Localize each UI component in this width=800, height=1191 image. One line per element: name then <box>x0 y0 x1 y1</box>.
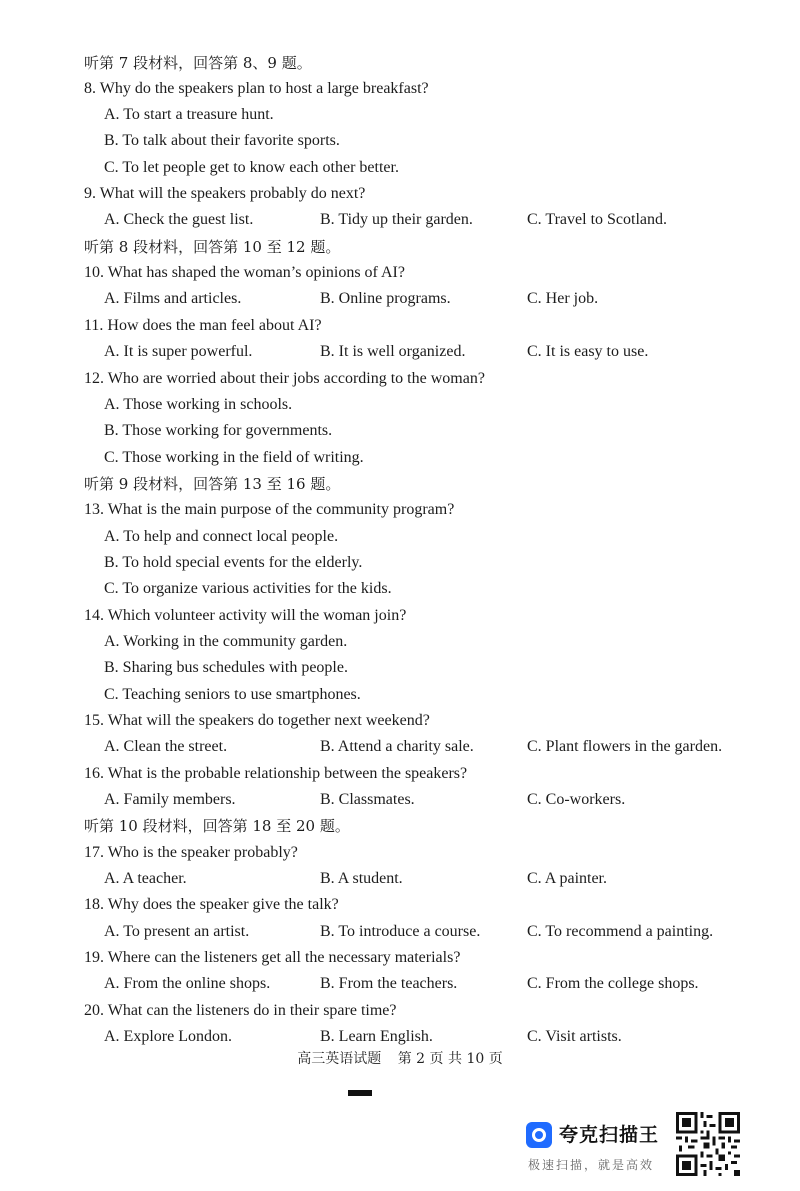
q14-option-a: A. Working in the community garden. <box>104 633 348 650</box>
q8-option-a: A. To start a treasure hunt. <box>104 106 274 123</box>
question-18: 18. Why does the speaker give the talk? <box>84 896 339 913</box>
qr-code-icon <box>676 1112 740 1176</box>
question-9: 9. What will the speakers probably do next? <box>84 185 366 202</box>
question-16: 16. What is the probable relationship between the speakers? <box>84 765 468 782</box>
q8-option-c: C. To let people get to know each other better. <box>104 159 399 176</box>
q12-option-c: C. Those working in the field of writing. <box>104 449 364 466</box>
section-heading-7: 听第 7 段材料，回答第 8、9 题。 <box>84 54 312 72</box>
q15-option-b: B. Attend a charity sale. <box>320 738 474 755</box>
question-8: 8. Why do the speakers plan to host a large breakfast? <box>84 80 429 97</box>
q17-option-c: C. A painter. <box>527 870 607 887</box>
q18-option-b: B. To introduce a course. <box>320 923 481 940</box>
page-footer <box>0 1049 800 1069</box>
q11-option-b: B. It is well organized. <box>320 343 466 360</box>
question-12: 12. Who are worried about their jobs according to the woman? <box>84 370 485 387</box>
q10-option-b: B. Online programs. <box>320 290 451 307</box>
q20-option-b: B. Learn English. <box>320 1028 433 1045</box>
section-heading-8: 听第 8 段材料，回答第 10 至 12 题。 <box>84 238 341 256</box>
quark-logo-icon <box>526 1122 552 1148</box>
q12-option-b: B. Those working for governments. <box>104 422 333 439</box>
q15-option-c: C. Plant flowers in the garden. <box>527 738 723 755</box>
footer-title: 高三英语试题 <box>297 1051 382 1067</box>
q16-option-b: B. Classmates. <box>320 791 415 808</box>
section-heading-9: 听第 9 段材料，回答第 13 至 16 题。 <box>84 475 341 493</box>
watermark-slogan: 极速扫描，就是高效 <box>528 1158 655 1172</box>
scanner-watermark <box>526 1119 666 1179</box>
q19-option-a: A. From the online shops. <box>104 975 271 992</box>
q14-option-b: B. Sharing bus schedules with people. <box>104 659 348 676</box>
q19-option-b: B. From the teachers. <box>320 975 458 992</box>
watermark-brand-name: 夸克扫描王 <box>559 1124 660 1146</box>
footer-page-number: 第 2 页 共 10 页 <box>397 1051 503 1067</box>
q11-option-a: A. It is super powerful. <box>104 343 253 360</box>
q10-option-a: A. Films and articles. <box>104 290 242 307</box>
q9-option-a: A. Check the guest list. <box>104 211 254 228</box>
question-20: 20. What can the listeners do in their spare time? <box>84 1002 397 1019</box>
question-15: 15. What will the speakers do together next weekend? <box>84 712 430 729</box>
q18-option-a: A. To present an artist. <box>104 923 250 940</box>
question-19: 19. Where can the listeners get all the necessary materials? <box>84 949 461 966</box>
question-17: 17. Who is the speaker probably? <box>84 844 298 861</box>
question-11: 11. How does the man feel about AI? <box>84 317 322 334</box>
q8-option-b: B. To talk about their favorite sports. <box>104 132 340 149</box>
section-heading-10: 听第 10 段材料，回答第 18 至 20 题。 <box>84 817 350 835</box>
q9-option-b: B. Tidy up their garden. <box>320 211 473 228</box>
q19-option-c: C. From the college shops. <box>527 975 699 992</box>
q14-option-c: C. Teaching seniors to use smartphones. <box>104 686 361 703</box>
q13-option-a: A. To help and connect local people. <box>104 528 339 545</box>
page-marker-bar <box>348 1090 372 1096</box>
q17-option-a: A. A teacher. <box>104 870 187 887</box>
q10-option-c: C. Her job. <box>527 290 599 307</box>
question-10: 10. What has shaped the woman’s opinions of AI? <box>84 264 405 281</box>
question-14: 14. Which volunteer activity will the woman join? <box>84 607 407 624</box>
q16-option-a: A. Family members. <box>104 791 236 808</box>
q13-option-c: C. To organize various activities for the kids. <box>104 580 392 597</box>
question-13: 13. What is the main purpose of the community program? <box>84 501 455 518</box>
q13-option-b: B. To hold special events for the elderly. <box>104 554 363 571</box>
q12-option-a: A. Those working in schools. <box>104 396 293 413</box>
q11-option-c: C. It is easy to use. <box>527 343 649 360</box>
q20-option-a: A. Explore London. <box>104 1028 232 1045</box>
q15-option-a: A. Clean the street. <box>104 738 228 755</box>
q17-option-b: B. A student. <box>320 870 403 887</box>
q20-option-c: C. Visit artists. <box>527 1028 622 1045</box>
q9-option-c: C. Travel to Scotland. <box>527 211 668 228</box>
q18-option-c: C. To recommend a painting. <box>527 923 714 940</box>
q16-option-c: C. Co-workers. <box>527 791 626 808</box>
